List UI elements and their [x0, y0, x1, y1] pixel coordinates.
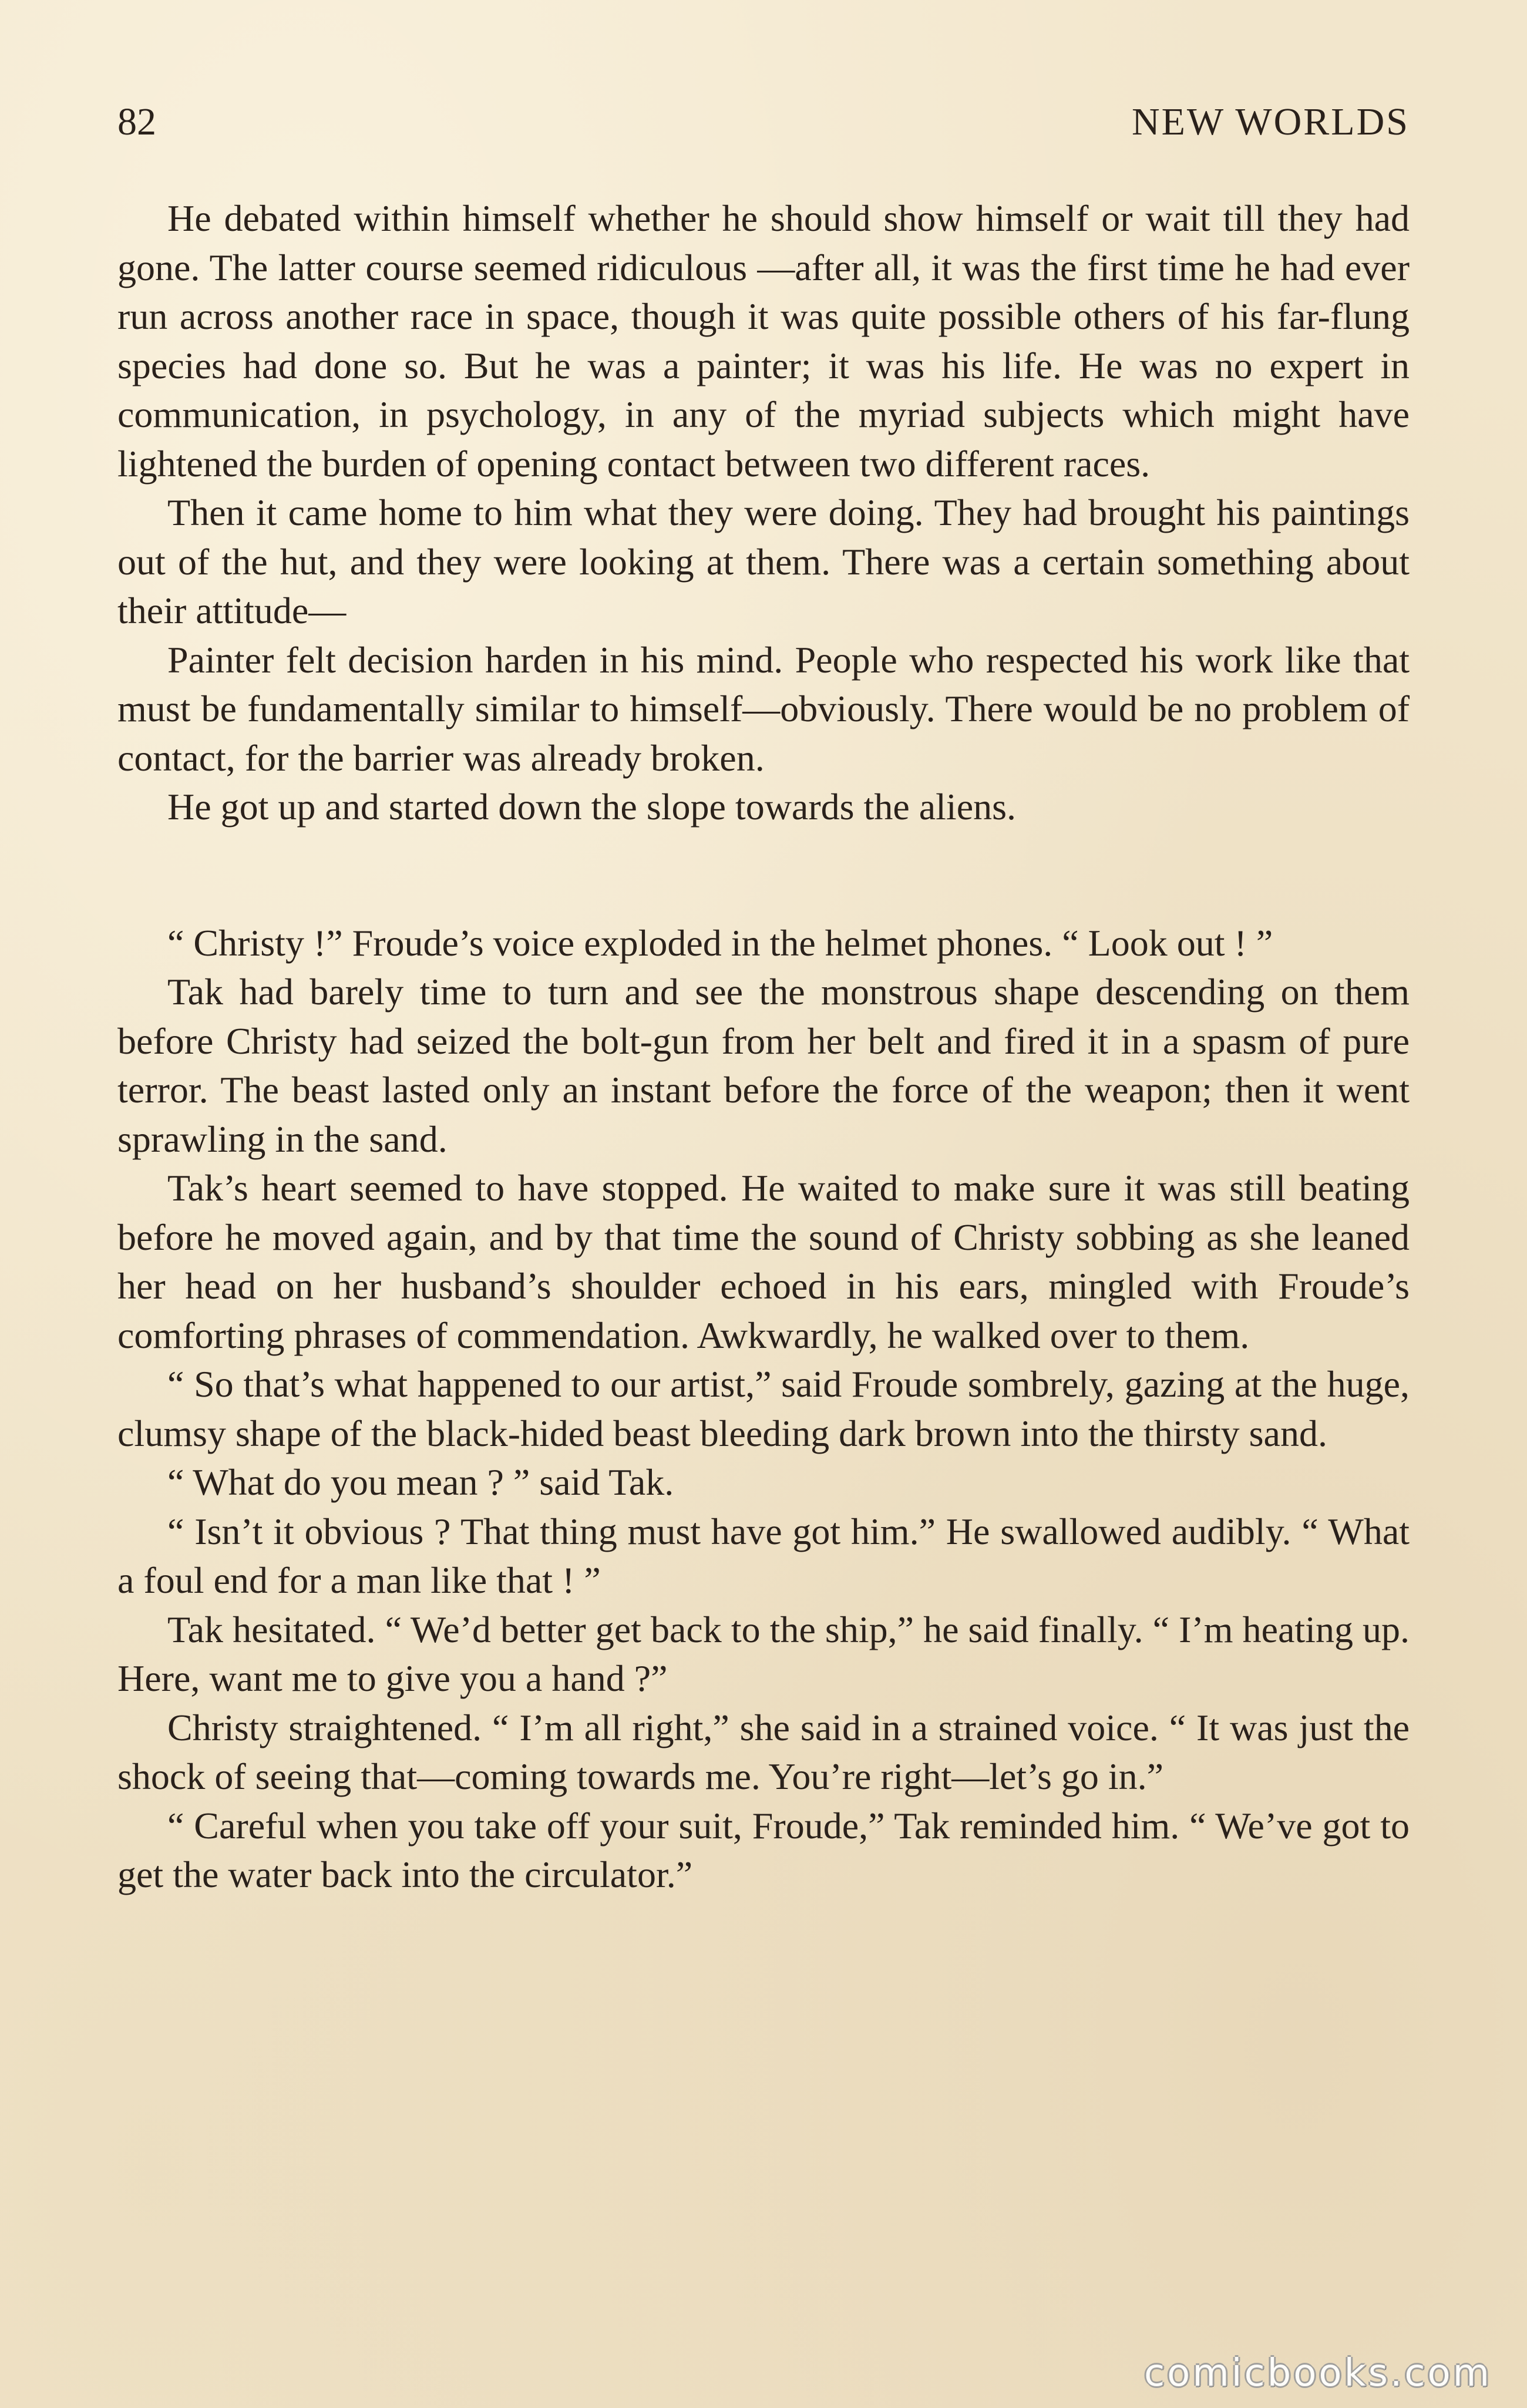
- paragraph: Then it came home to him what they were doing. They had brought his paintings out of the hut, and they were looking at them. There was a certain something about their attitude—: [117, 492, 1410, 631]
- section-break: [117, 832, 1410, 919]
- page-number: 82: [117, 100, 156, 143]
- paragraph: Painter felt decision harden in his mind. People who respected his work like that must be fundamentally similar to himself—obviously. There would be no problem of contact, for the barrier was already broken.: [117, 638, 1410, 779]
- paragraph: “ So that’s what happened to our artist,” said Froude sombrely, gazing at the huge, clumsy shape of the black-hided beast bleeding dark brown into the thirsty sand.: [117, 1363, 1410, 1454]
- paragraph: He got up and started down the slope towards the aliens.: [167, 786, 1016, 828]
- running-title: NEW WORLDS: [1131, 100, 1410, 143]
- paragraph: “ Christy !” Froude’s voice exploded in the helmet phones. “ Look out ! ”: [167, 922, 1273, 964]
- book-page: [117, 100, 1410, 1899]
- paragraph: “ Careful when you take off your suit, Froude,” Tak reminded him. “ We’ve got to get the water back into the circulator.”: [117, 1804, 1410, 1895]
- paragraph: Tak’s heart seemed to have stopped. He waited to make sure it was still beating before he moved again, and by that time the sound of Christy sobbing as she leaned her head on her husband’s shoulder echoed in his ears, mingled with Froude’s comforting phrases of commendation. Awkwardly, he walked over to them.: [117, 1167, 1410, 1356]
- watermark-logo: comicbooks.com: [1143, 2352, 1492, 2395]
- paragraph: Tak had barely time to turn and see the monstrous shape descending on them before Christy had seized the bolt-gun from her belt and fired it in a spasm of pure terror. The beast lasted only an instant before the force of the weapon; then it went sprawling in the sand.: [117, 971, 1410, 1160]
- paragraph: “ What do you mean ? ” said Tak.: [167, 1461, 674, 1503]
- body-text: [117, 194, 1410, 1899]
- paragraph: Tak hesitated. “ We’d better get back to the ship,” he said finally. “ I’m heating up. Here, want me to give you a hand ?”: [117, 1608, 1410, 1699]
- paragraph: He debated within himself whether he should show himself or wait till they had gone. The latter course seemed ridiculous —after all, it was the first time he had ever run across another race in space, though it was quite possible others of his far-flung species had done so. But he was a painter; it was his life. He was no expert in communication, in psychology, in any of the myriad subjects which might have lightened the burden of opening contact between two different races.: [117, 197, 1410, 485]
- paragraph: “ Isn’t it obvious ? That thing must have got him.” He swallowed audibly. “ What a foul end for a man like that ! ”: [117, 1510, 1410, 1601]
- paragraph: Christy straightened. “ I’m all right,” she said in a strained voice. “ It was just the shock of seeing that—coming towards me. You’re right—let’s go in.”: [117, 1706, 1410, 1797]
- page-header: [117, 100, 1410, 170]
